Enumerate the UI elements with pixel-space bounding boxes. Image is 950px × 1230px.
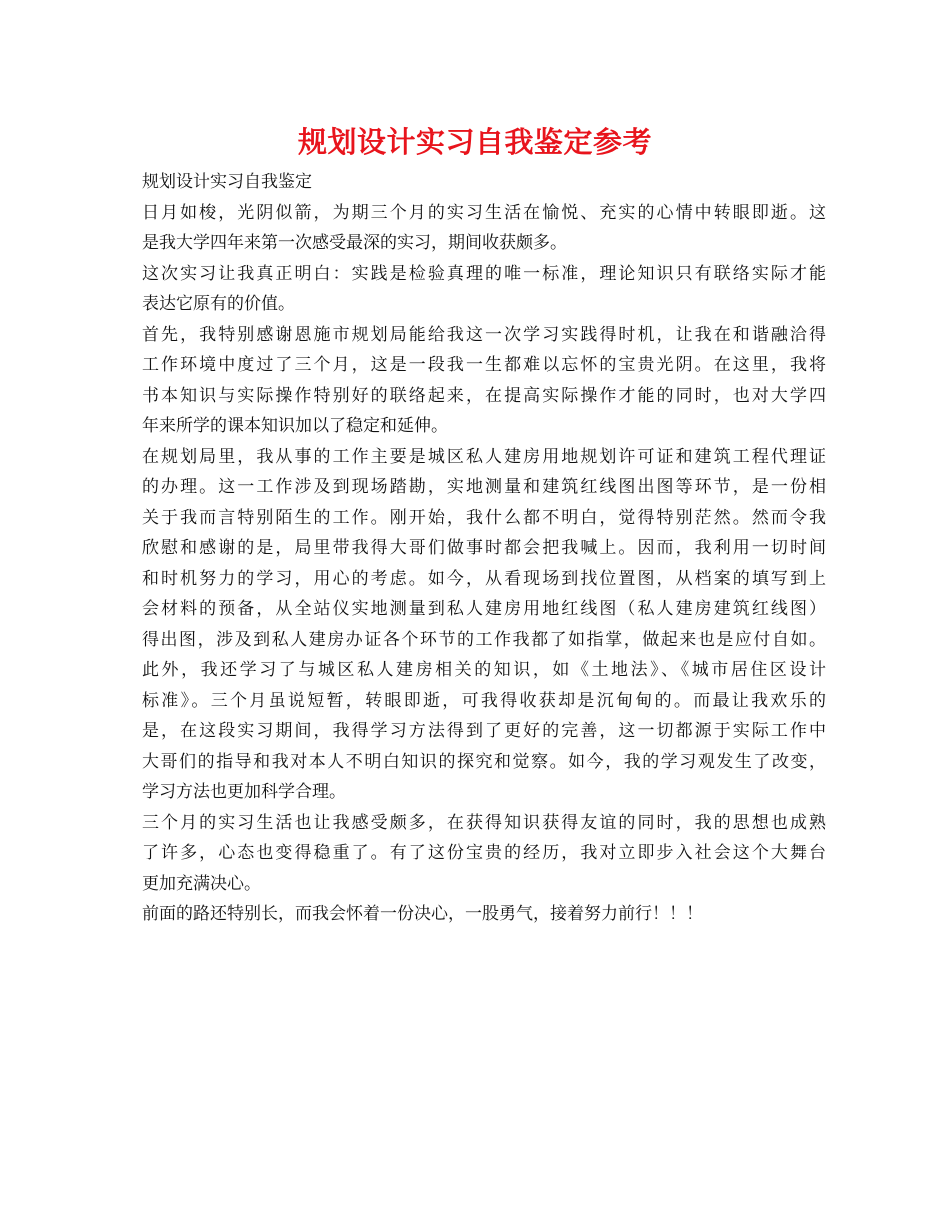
body-text-line: 三个月的实习生活也让我感受颇多，在获得知识获得友谊的同时，我的思想也成熟 [142, 812, 826, 833]
body-text-line: 日月如梭，光阴似箭，为期三个月的实习生活在愉悦、充实的心情中转眼即逝。这 [142, 202, 826, 223]
body-text-line: 欣慰和感谢的是，局里带我得大哥们做事时都会把我喊上。因而，我利用一切时间 [142, 538, 826, 558]
body-text-line: 是，在这段实习期间，我得学习方法得到了更好的完善，这一切都源于实际工作中 [142, 721, 826, 741]
body-text-line: 是我大学四年来第一次感受最深的实习，期间收获颇多。 [142, 233, 567, 253]
body-text-line: 学习方法也更加科学合理。 [142, 782, 346, 802]
body-text-line: 得出图，涉及到私人建房办证各个环节的工作我都了如指掌，做起来也是应付自如。 [142, 629, 826, 650]
body-text-line: 大哥们的指导和我对本人不明白知识的探究和觉察。如今，我的学习观发生了改变， [142, 751, 826, 772]
body-text-line: 更加充满决心。 [142, 873, 261, 894]
document-title: 规划设计实习自我鉴定参考 [297, 125, 652, 159]
body-text-line: 标准》。三个月虽说短暂，转眼即逝，可我得收获却是沉甸甸的。而最让我欢乐的 [142, 690, 826, 711]
body-text-line: 会材料的预备，从全站仪实地测量到私人建房用地红线图（私人建房建筑红线图） [142, 599, 826, 619]
body-text-line: 工作环境中度过了三个月，这是一段我一生都难以忘怀的宝贵光阴。在这里，我将 [142, 355, 826, 375]
body-text-line: 前面的路还特别长，而我会怀着一份决心，一股勇气，接着努力前行！！！ [142, 904, 703, 924]
document-body [142, 167, 826, 930]
body-text-line: 表达它原有的价值。 [142, 294, 295, 314]
document-subtitle: 规划设计实习自我鉴定 [142, 172, 312, 192]
body-text-line: 在规划局里，我从事的工作主要是城区私人建房用地规划许可证和建筑工程代理证 [142, 446, 826, 467]
body-text-line: 和时机努力的学习，用心的考虑。如今，从看现场到找位置图，从档案的填写到上 [142, 568, 826, 589]
body-text-line: 的办理。这一工作涉及到现场踏勘，实地测量和建筑红线图出图等环节，是一份相 [142, 477, 826, 497]
body-text-line: 了许多，心态也变得稳重了。有了这份宝贵的经历，我对立即步入社会这个大舞台 [142, 843, 826, 863]
body-text-line: 年来所学的课本知识加以了稳定和延伸。 [142, 416, 448, 436]
body-text-line: 关于我而言特别陌生的工作。刚开始，我什么都不明白，觉得特别茫然。然而令我 [142, 507, 826, 528]
body-text-line: 首先，我特别感谢恩施市规划局能给我这一次学习实践得时机，让我在和谐融洽得 [142, 324, 826, 345]
body-text-line: 这次实习让我真正明白：实践是检验真理的唯一标准，理论知识只有联络实际才能 [142, 263, 826, 284]
body-text-line: 书本知识与实际操作特别好的联络起来，在提高实际操作才能的同时，也对大学四 [142, 385, 826, 406]
body-text-line: 此外，我还学习了与城区私人建房相关的知识，如《土地法》、《城市居住区设计 [142, 660, 826, 680]
